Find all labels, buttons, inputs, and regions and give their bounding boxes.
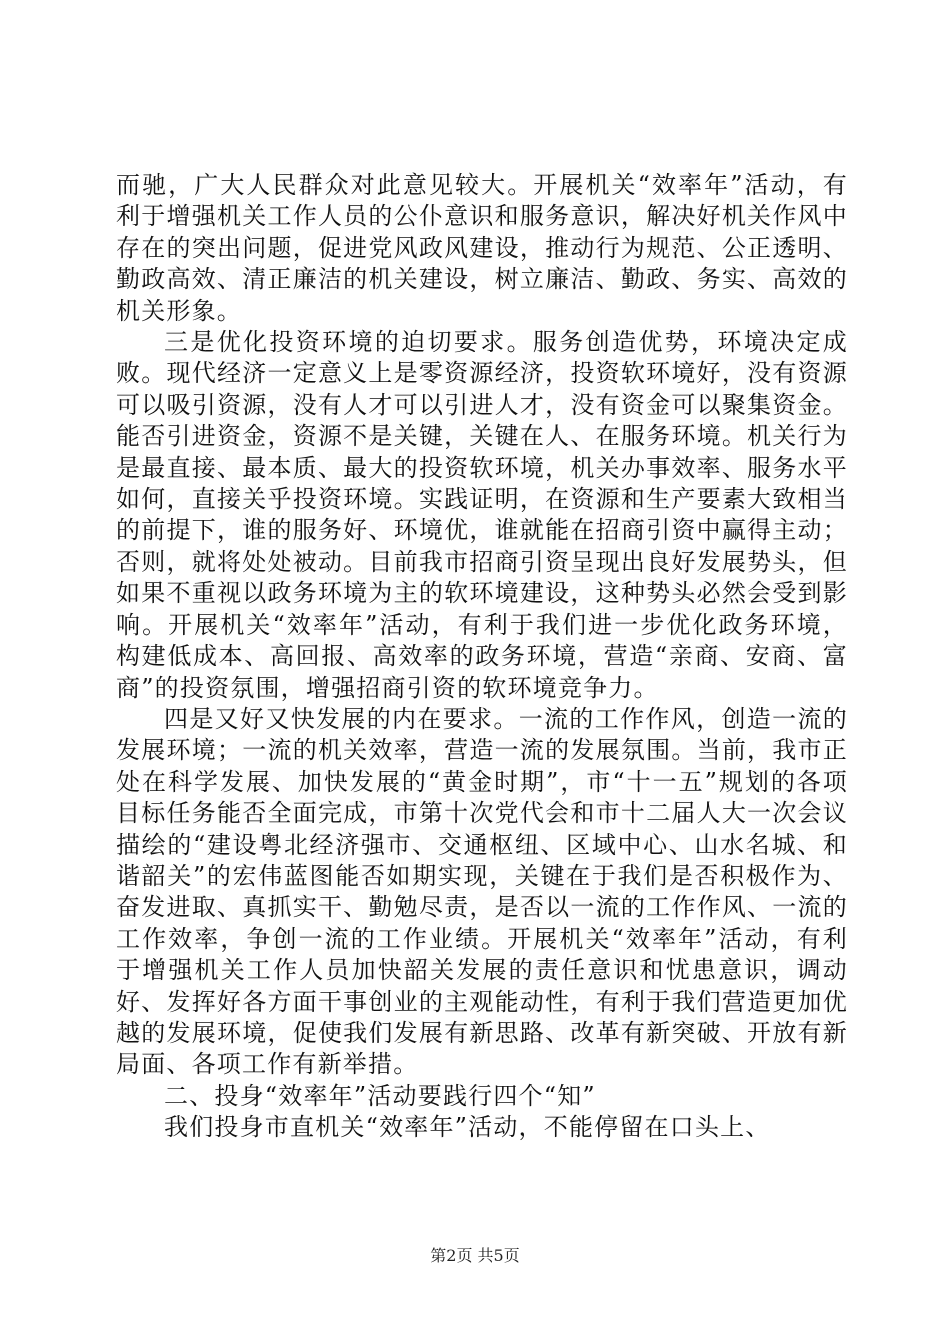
document-body [116, 170, 848, 1144]
page-number-footer: 第2页 共5页 [430, 1246, 520, 1265]
paragraph-participation: 我们投身市直机关“效率年”活动，不能停留在口头上、 [164, 1113, 771, 1142]
paragraph-development-requirement: 四是又好又快发展的内在要求。一流的工作作风，创造一流的发展环境；一流的机关效率，营造一流的发展氛围。当前，我市正处在科学发展、加快发展的“黄金时期”，市“十一五”规划的各项目标任务能否全面完成，市第十次党代会和市十二届人大一次会议描绘的“建设粤北经济强市、交通枢纽、区域中心、山水名城、和谐韶关”的宏伟蓝图能否如期实现，关键在于我们是否积极作为、奋发进取、真抓实干、勤勉尽责，是否以一流的工作作风、一流的工作效率，争创一流的工作业绩。开展机关“效率年”活动，有利于增强机关工作人员加快韶关发展的责任意识和忧患意识，调动好、发挥好各方面干事创业的主观能动性，有利于我们营造更加优越的发展环境，促使我们发展有新思路、改革有新突破、开放有新局面、各项工作有新举措。 [116, 704, 848, 1079]
paragraph-investment-environment: 三是优化投资环境的迫切要求。服务创造优势，环境决定成败。现代经济一定意义上是零资源经济，投资软环境好，没有资源可以吸引资源，没有人才可以引进人才，没有资金可以聚集资金。能否引进资金，资源不是关键，关键在人、在服务环境。机关行为是最直接、最本质、最大的投资软环境，机关办事效率、服务水平如何，直接关乎投资环境。实践证明，在资源和生产要素大致相当的前提下，谁的服务好、环境优，谁就能在招商引资中赢得主动；否则，就将处处被动。目前我市招商引资呈现出良好发展势头，但如果不重视以政务环境为主的软环境建设，这种势头必然会受到影响。开展机关“效率年”活动，有利于我们进一步优化政务环境，构建低成本、高回报、高效率的政务环境，营造“亲商、安商、富商”的投资氛围，增强招商引资的软环境竞争力。 [116, 328, 848, 702]
section-heading-four-zhi: 二、投身“效率年”活动要践行四个“知” [164, 1081, 596, 1110]
paragraph-continuation: 而驰，广大人民群众对此意见较大。开展机关“效率年”活动，有利于增强机关工作人员的公仆意识和服务意识，解决好机关作风中存在的突出问题，促进党风政风建设，推动行为规范、公正透明、勤政高效、清正廉洁的机关建设，树立廉洁、勤政、务实、高效的机关形象。 [116, 171, 848, 325]
